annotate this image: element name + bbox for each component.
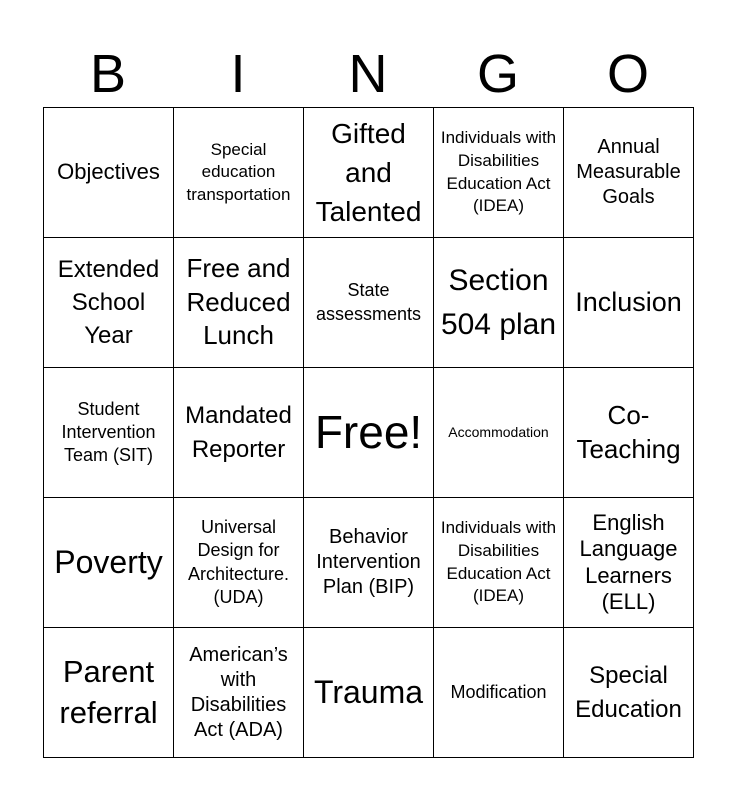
bingo-header	[43, 40, 693, 108]
bingo-cell[interactable]	[434, 238, 564, 368]
cell-text: Mandated Reporter	[185, 402, 292, 463]
bingo-cell[interactable]	[174, 238, 304, 368]
bingo-cell[interactable]	[44, 498, 174, 628]
cell-text: Special education transportation	[186, 139, 291, 204]
cell-text: Gifted and Talented	[315, 117, 422, 228]
cell-text: English Language Learners (ELL)	[579, 509, 678, 614]
bingo-cell[interactable]	[44, 368, 174, 498]
header-letter-n: N	[348, 44, 388, 104]
cell-text: Objectives	[57, 159, 160, 185]
bingo-cell[interactable]	[564, 498, 694, 628]
free-space-text: Free!	[314, 406, 423, 459]
bingo-cell[interactable]	[304, 498, 434, 628]
bingo-cell[interactable]	[174, 368, 304, 498]
cell-text: Accommodation	[448, 424, 549, 441]
cell-text: Special Education	[575, 662, 682, 723]
cell-text: American’s with Disabilities Act (ADA)	[189, 643, 288, 741]
bingo-cell[interactable]	[44, 238, 174, 368]
bingo-cell[interactable]	[174, 498, 304, 628]
header-letter-o: O	[606, 44, 649, 104]
bingo-cell[interactable]	[564, 368, 694, 498]
cell-text: Modification	[450, 681, 547, 702]
cell-text: Individuals with Disabilities Education Act (IDEA)	[440, 128, 557, 216]
bingo-cell[interactable]	[434, 368, 564, 498]
cell-text: Student Intervention Team (SIT)	[61, 398, 156, 466]
bingo-cell[interactable]	[564, 238, 694, 368]
free-space[interactable]	[304, 368, 434, 498]
bingo-cell[interactable]	[434, 628, 564, 758]
cell-text: Co-Teaching	[576, 399, 681, 464]
bingo-cell[interactable]	[564, 628, 694, 758]
cell-text: Extended School Year	[57, 255, 160, 350]
cell-text: Trauma	[313, 674, 424, 711]
bingo-cell[interactable]	[564, 108, 694, 238]
cell-text: Annual Measurable Goals	[576, 136, 681, 208]
bingo-cell[interactable]	[304, 628, 434, 758]
cell-text: Parent referral	[59, 654, 158, 730]
cell-text: Poverty	[54, 544, 163, 581]
bingo-cell[interactable]	[304, 108, 434, 238]
bingo-cell[interactable]	[434, 108, 564, 238]
bingo-cell[interactable]	[304, 238, 434, 368]
cell-text: Universal Design for Architecture. (UDA)	[187, 517, 290, 607]
bingo-cell[interactable]	[434, 498, 564, 628]
header-letter-i: I	[230, 44, 246, 104]
bingo-grid	[43, 107, 694, 758]
cell-text: Inclusion	[575, 287, 682, 318]
bingo-cell[interactable]	[44, 108, 174, 238]
header-letter-g: G	[476, 44, 519, 104]
cell-text: Free and Reduced Lunch	[186, 252, 291, 351]
bingo-cell[interactable]	[44, 628, 174, 758]
header-letter-b: B	[89, 44, 127, 104]
bingo-cell[interactable]	[174, 628, 304, 758]
cell-text: Behavior Intervention Plan (BIP)	[316, 526, 421, 598]
cell-text: State assessments	[315, 280, 422, 324]
bingo-cell[interactable]	[174, 108, 304, 238]
cell-text: Individuals with Disabilities Education Act (IDEA)	[440, 518, 557, 606]
cell-text: Section 504 plan	[440, 264, 557, 341]
